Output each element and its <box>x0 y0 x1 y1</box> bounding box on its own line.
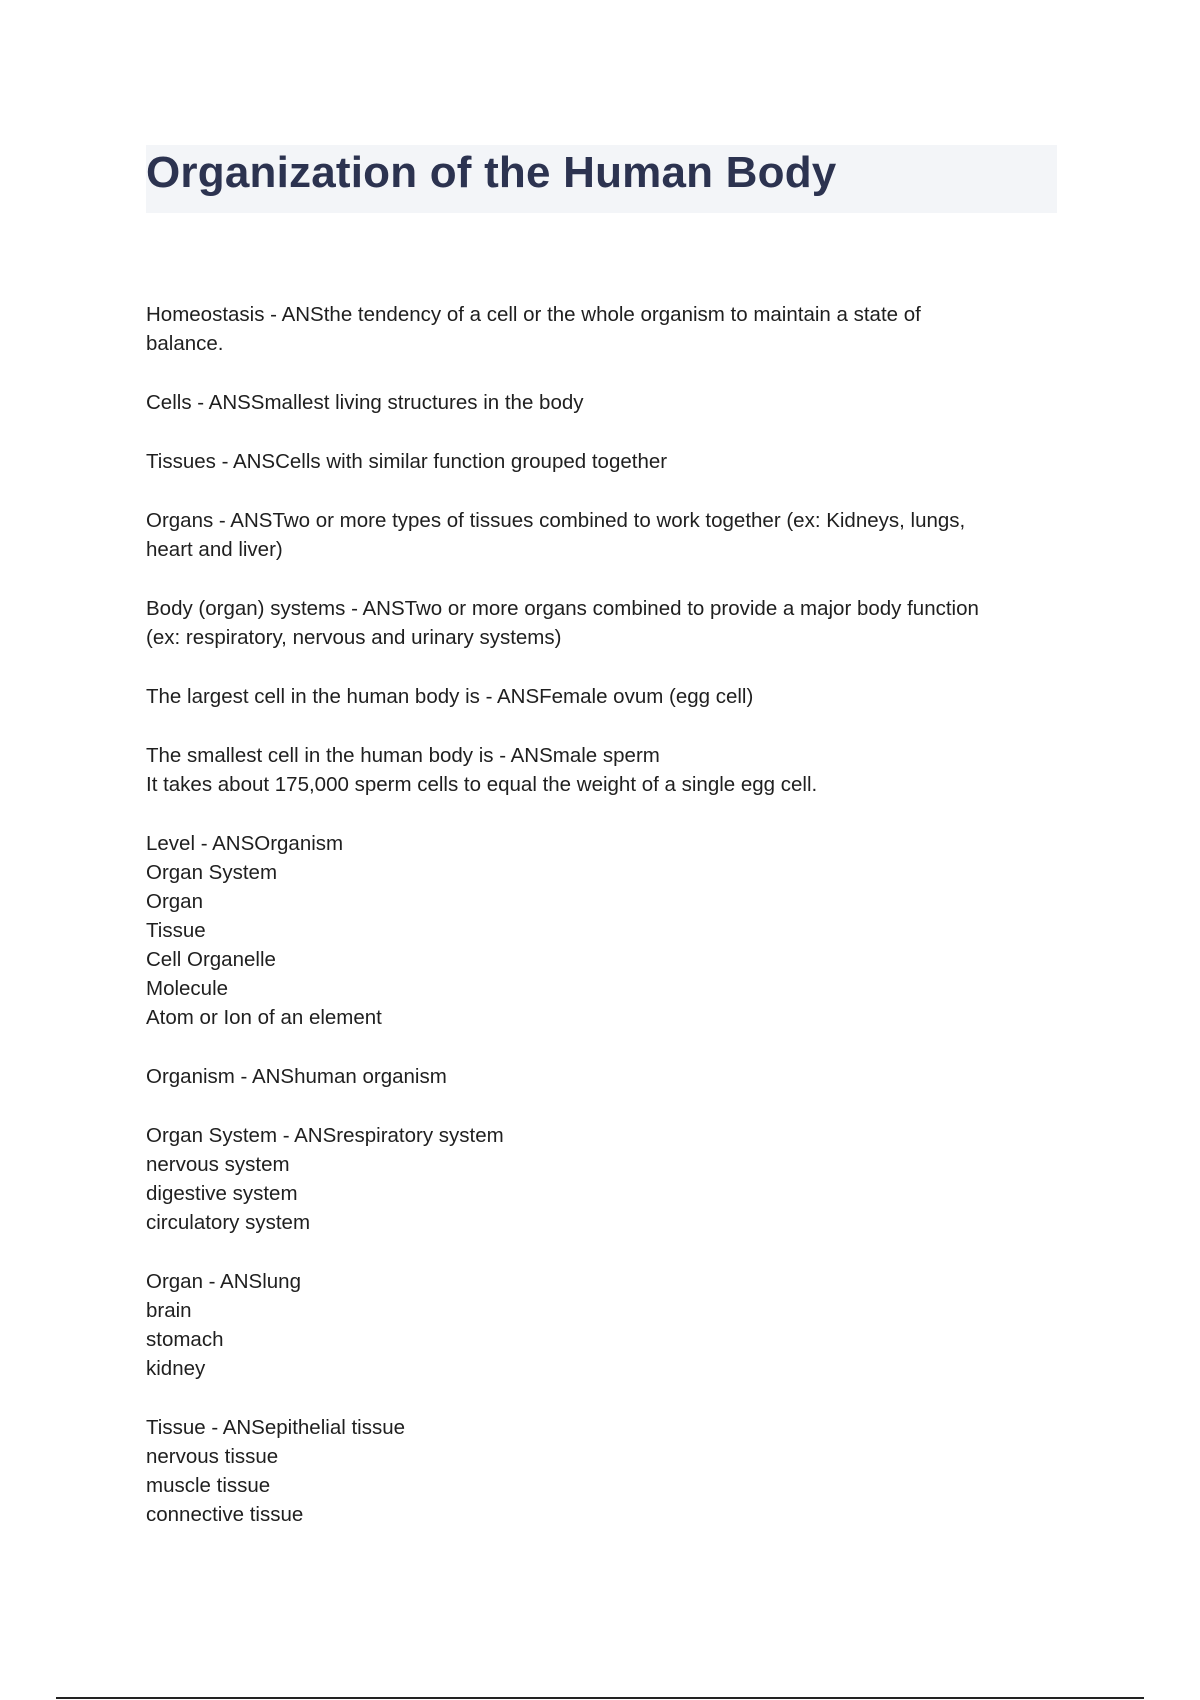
entry-line: Molecule <box>146 977 229 1000</box>
entry-line: connective tissue <box>146 1503 304 1526</box>
entry-smallest-cell <box>146 741 1066 799</box>
entry-cells <box>146 388 1066 417</box>
entry-level <box>146 829 1066 1032</box>
entry-tissue <box>146 1413 1066 1529</box>
entry-line: Organ <box>146 890 203 913</box>
entry-line: Tissue - ANSepithelial tissue <box>146 1416 406 1439</box>
entry-line: Level - ANSOrganism <box>146 832 344 855</box>
entry-line: Organs - ANSTwo or more types of tissues combined to work together (ex: Kidneys, lungs, <box>146 509 966 532</box>
entry-line: Cells - ANSSmallest living structures in the body <box>146 391 584 414</box>
entry-line: nervous tissue <box>146 1445 279 1468</box>
entry-line: (ex: respiratory, nervous and urinary systems) <box>146 626 562 649</box>
entry-organ-system <box>146 1121 1066 1237</box>
entry-line: brain <box>146 1299 192 1322</box>
entry-line: heart and liver) <box>146 538 283 561</box>
entry-line: Atom or Ion of an element <box>146 1006 382 1029</box>
entry-line: Organism - ANShuman organism <box>146 1065 447 1088</box>
entry-line: stomach <box>146 1328 224 1351</box>
entry-tissues <box>146 447 1066 476</box>
entry-largest-cell <box>146 682 1066 711</box>
footer-divider <box>56 1697 1144 1699</box>
entry-organism <box>146 1062 1066 1091</box>
entry-line: The smallest cell in the human body is - ANSmale sperm <box>146 744 660 767</box>
entry-line: muscle tissue <box>146 1474 271 1497</box>
entry-line: Organ System - ANSrespiratory system <box>146 1124 504 1147</box>
entry-line: The largest cell in the human body is - ANSFemale ovum (egg cell) <box>146 685 754 708</box>
document-body <box>146 300 1066 1559</box>
entry-line: Body (organ) systems - ANSTwo or more organs combined to provide a major body function <box>146 597 979 620</box>
entry-line: Cell Organelle <box>146 948 276 971</box>
entry-line: Homeostasis - ANSthe tendency of a cell or the whole organism to maintain a state of <box>146 303 921 326</box>
entry-line: It takes about 175,000 sperm cells to equal the weight of a single egg cell. <box>146 773 818 796</box>
entry-line: Tissue <box>146 919 206 942</box>
entry-organs <box>146 506 1066 564</box>
entry-line: nervous system <box>146 1153 290 1176</box>
entry-line: balance. <box>146 332 224 355</box>
entry-line: digestive system <box>146 1182 298 1205</box>
page-title: Organization of the Human Body <box>146 148 837 197</box>
entry-homeostasis <box>146 300 1066 358</box>
entry-body-systems <box>146 594 1066 652</box>
entry-line: Organ - ANSlung <box>146 1270 301 1293</box>
entry-line: Organ System <box>146 861 278 884</box>
entry-line: circulatory system <box>146 1211 311 1234</box>
entry-line: Tissues - ANSCells with similar function grouped together <box>146 450 668 473</box>
entry-organ <box>146 1267 1066 1383</box>
entry-line: kidney <box>146 1357 206 1380</box>
